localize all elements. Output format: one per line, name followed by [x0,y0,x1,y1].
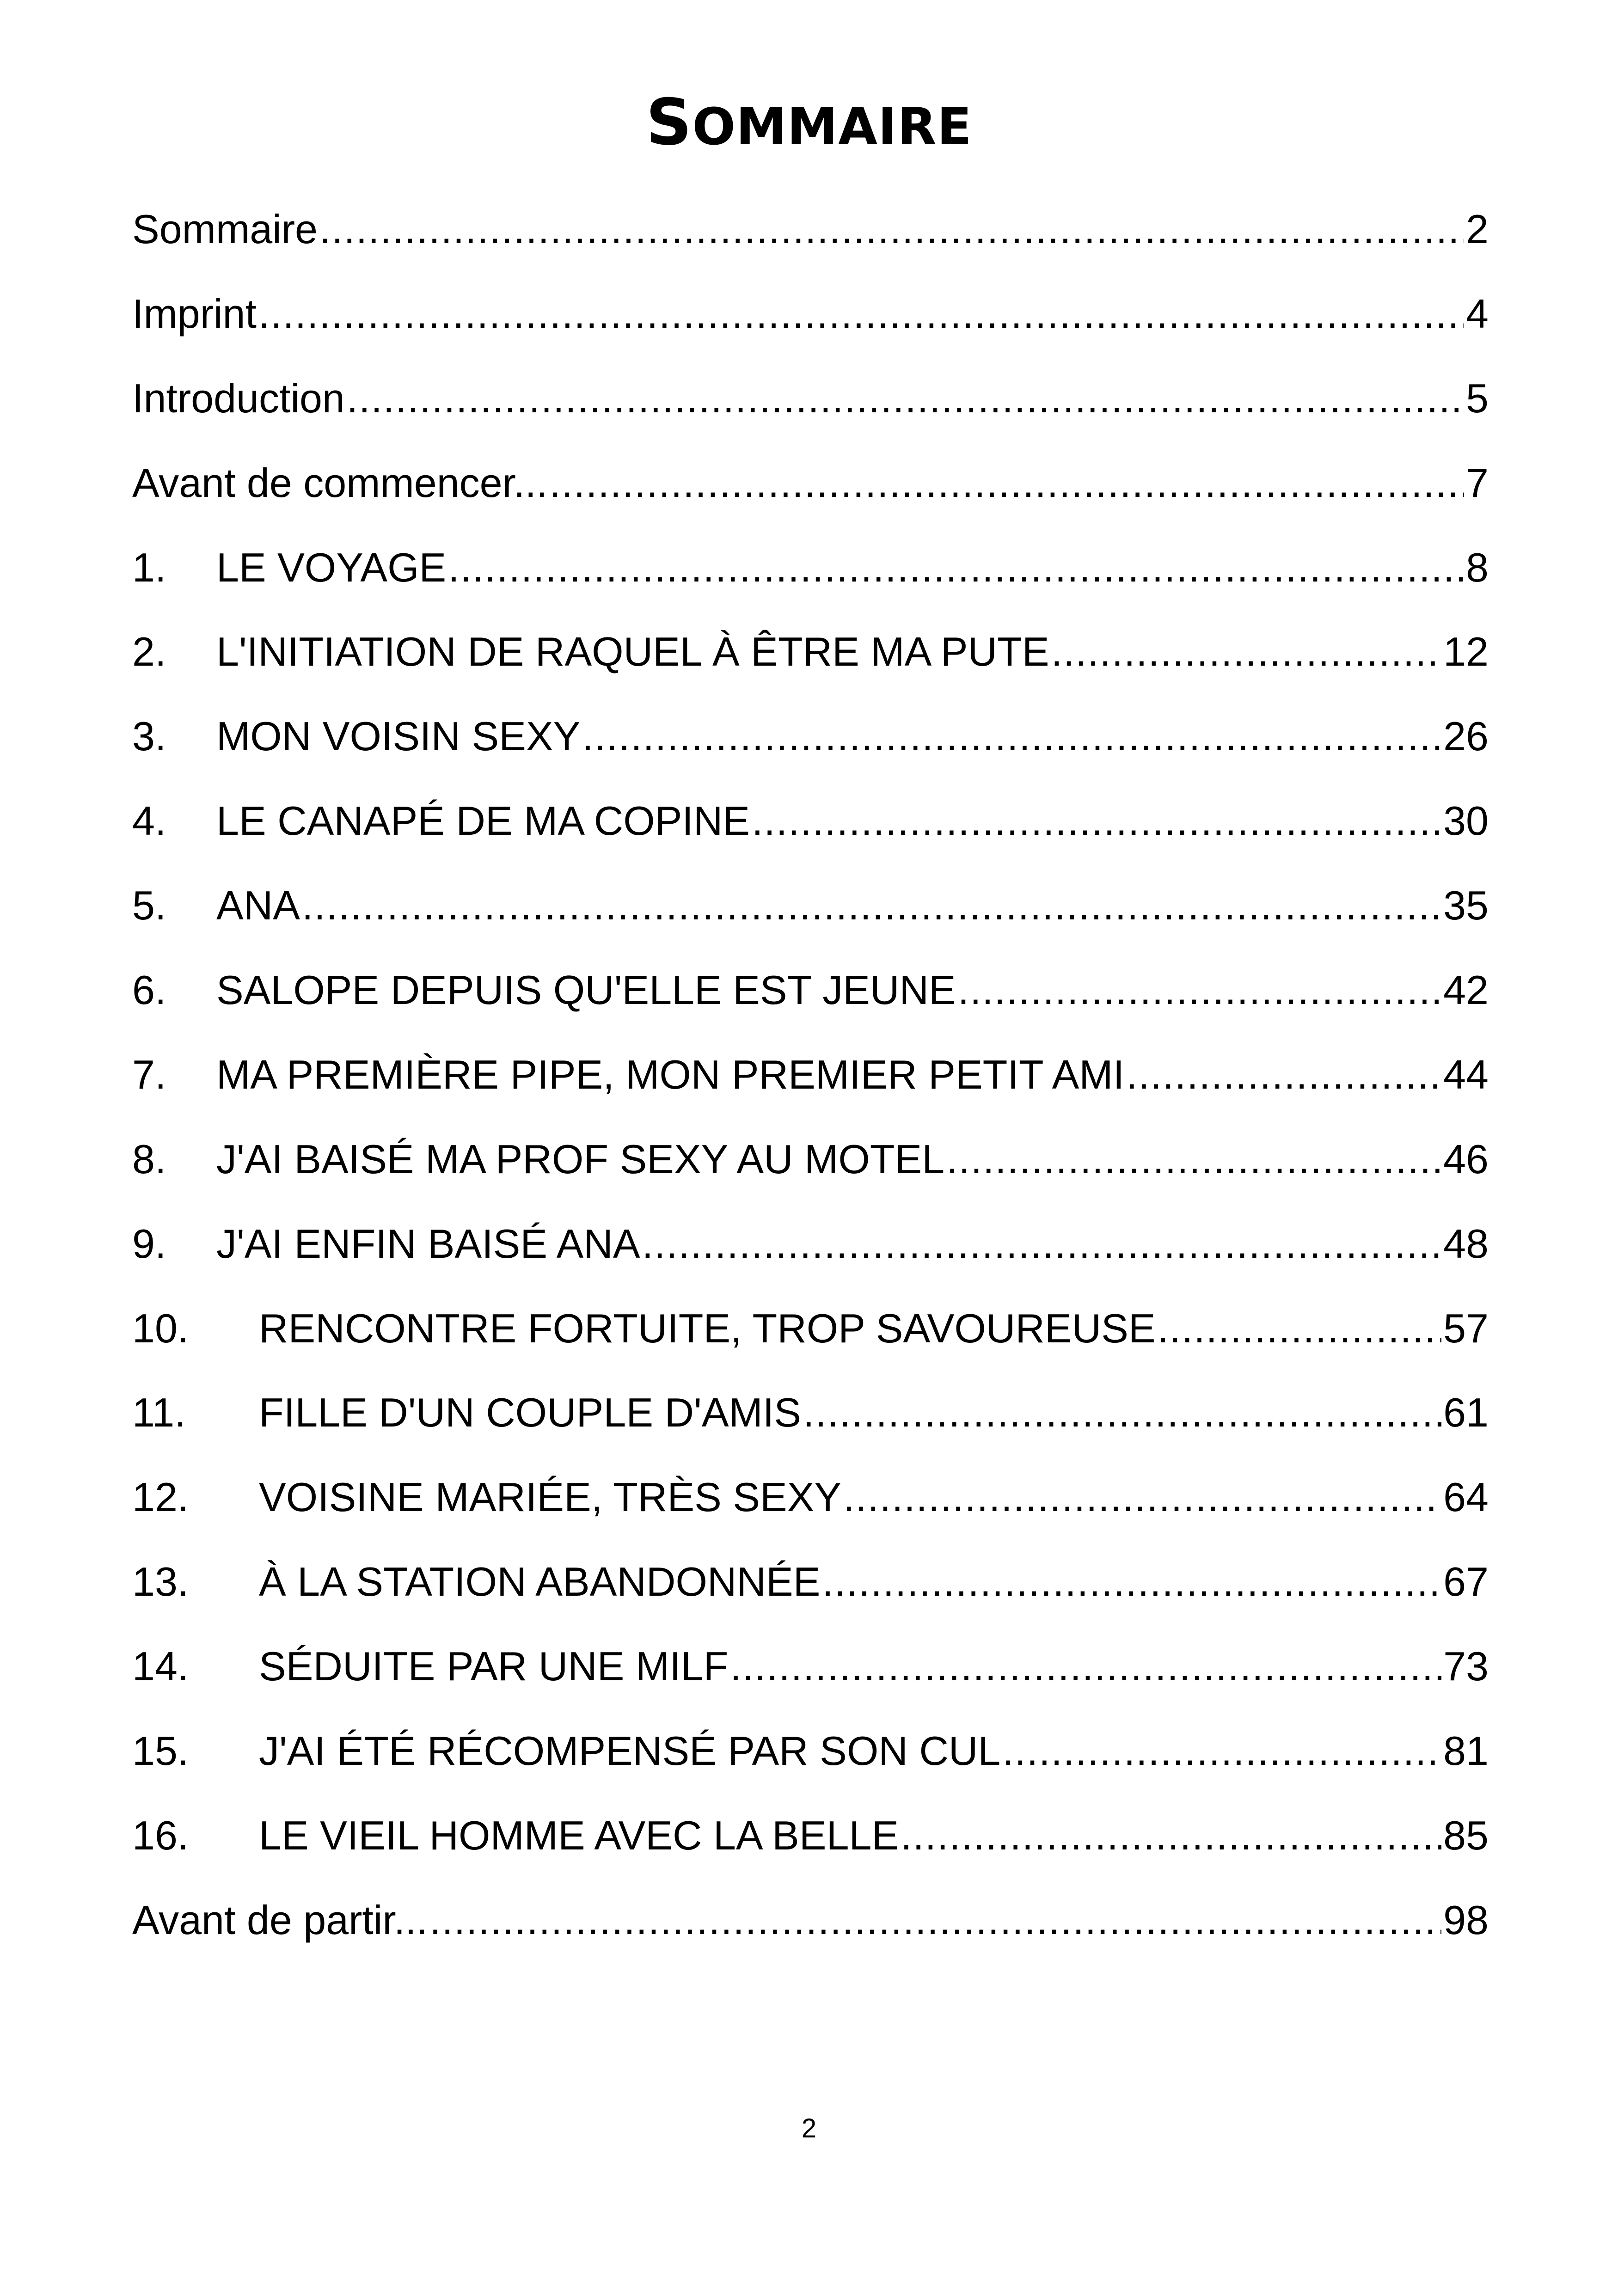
toc-entry-number: 2. [132,629,166,675]
toc-dot-leader [958,965,1441,1016]
toc-dot-leader [1126,1049,1441,1100]
toc-dot-leader [1051,626,1442,677]
toc-entry-number: 8. [132,1136,166,1182]
toc-entry-label: ANA [216,882,300,929]
toc-entry-sommaire[interactable] [132,204,1489,288]
toc-entry-chapter-8[interactable] [132,1134,1489,1218]
toc-entry-number: 5. [132,882,166,929]
toc-dot-leader [822,1556,1441,1607]
toc-entry-page: 44 [1443,1051,1489,1097]
toc-entry-page: 42 [1443,967,1489,1013]
toc-entry-number: 9. [132,1220,166,1267]
toc-entry-number: 6. [132,967,166,1013]
toc-entry-number: 11. [132,1390,186,1436]
toc-entry-chapter-4[interactable] [132,796,1489,880]
toc-entry-label: Sommaire [132,206,318,252]
toc-dot-leader [347,373,1464,424]
toc-entry-page: 48 [1443,1220,1489,1267]
toc-entry-label: LE CANAPÉ DE MA COPINE [216,798,750,844]
toc-entry-label: MA PREMIÈRE PIPE, MON PREMIER PETIT AMI [216,1051,1125,1097]
toc-entry-number: 13. [132,1559,189,1605]
page-title-rest: OMMAIRE [692,97,972,156]
toc-entry-number: 12. [132,1474,189,1520]
toc-entry-page: 35 [1443,882,1489,929]
toc-dot-leader [429,1895,1441,1946]
toc-entry-page: 57 [1443,1305,1489,1351]
toc-entry-avant-de-commencer[interactable] [132,458,1489,542]
toc-entry-number: 14. [132,1643,189,1690]
toc-entry-label: Avant de partir... [132,1897,428,1943]
toc-entry-label: LE VOYAGE [216,544,447,590]
toc-entry-chapter-6[interactable] [132,965,1489,1049]
toc-entry-chapter-9[interactable] [132,1218,1489,1303]
toc-entry-label: LE VIEIL HOMME AVEC LA BELLE [259,1812,899,1858]
toc-entry-chapter-12[interactable] [132,1472,1489,1556]
toc-entry-page: 5 [1466,375,1489,421]
toc-entry-label: À LA STATION ABANDONNÉE [259,1559,821,1605]
toc-entry-number: 16. [132,1812,189,1858]
toc-entry-number: 4. [132,798,166,844]
toc-entry-chapter-7[interactable] [132,1049,1489,1134]
toc-entry-page: 85 [1443,1812,1489,1858]
toc-entry-label: J'AI ÉTÉ RÉCOMPENSÉ PAR SON CUL [259,1728,1001,1774]
toc-entry-page: 26 [1443,713,1489,759]
toc-dot-leader [1002,1726,1441,1776]
toc-entry-page: 7 [1466,459,1489,506]
toc-dot-leader [730,1641,1441,1692]
table-of-contents [132,204,1489,1950]
toc-entry-number: 3. [132,713,166,759]
toc-dot-leader [752,796,1441,846]
toc-entry-chapter-14[interactable] [132,1641,1489,1726]
toc-dot-leader [946,1134,1441,1185]
toc-entry-page: 8 [1466,544,1489,590]
toc-entry-chapter-5[interactable] [132,880,1489,965]
toc-entry-label: VOISINE MARIÉE, TRÈS SEXY [259,1474,842,1520]
toc-dot-leader [319,204,1464,255]
toc-entry-page: 61 [1443,1390,1489,1436]
toc-entry-chapter-15[interactable] [132,1726,1489,1810]
toc-entry-label: RENCONTRE FORTUITE, TROP SAVOUREUSE [259,1305,1156,1351]
toc-entry-label: Introduction [132,375,345,421]
toc-entry-chapter-16[interactable] [132,1810,1489,1895]
toc-entry-page: 4 [1466,290,1489,337]
toc-entry-label: FILLE D'UN COUPLE D'AMIS [259,1390,801,1436]
toc-entry-page: 73 [1443,1643,1489,1690]
toc-entry-avant-de-partir[interactable] [132,1895,1489,1950]
toc-entry-chapter-3[interactable] [132,711,1489,796]
toc-entry-page: 46 [1443,1136,1489,1182]
toc-entry-introduction[interactable] [132,373,1489,458]
toc-entry-page: 98 [1443,1897,1489,1943]
toc-entry-page: 81 [1443,1728,1489,1774]
toc-dot-leader [448,542,1464,593]
toc-entry-label: L'INITIATION DE RAQUEL À ÊTRE MA PUTE [216,629,1049,675]
toc-entry-label: J'AI ENFIN BAISÉ ANA [216,1220,640,1267]
toc-entry-page: 67 [1443,1559,1489,1605]
toc-entry-page: 30 [1443,798,1489,844]
toc-entry-chapter-11[interactable] [132,1387,1489,1472]
toc-entry-chapter-2[interactable] [132,626,1489,711]
page-number: 2 [801,2113,817,2143]
toc-entry-label: MON VOISIN SEXY [216,713,581,759]
toc-dot-leader [642,1218,1442,1269]
toc-dot-leader [549,458,1464,508]
toc-entry-page: 2 [1466,206,1489,252]
page-title-initial: S [646,85,693,159]
toc-entry-number: 10. [132,1305,189,1351]
toc-entry-label: SÉDUITE PAR UNE MILF [259,1643,729,1690]
toc-entry-label: Avant de commencer... [132,459,548,506]
toc-dot-leader [803,1387,1441,1438]
toc-dot-leader [302,880,1441,931]
page-title [0,85,1618,161]
toc-entry-chapter-1[interactable] [132,542,1489,627]
toc-dot-leader [843,1472,1441,1523]
toc-dot-leader [901,1810,1441,1861]
toc-dot-leader [582,711,1441,762]
toc-entry-label: SALOPE DEPUIS QU'ELLE EST JEUNE [216,967,956,1013]
toc-entry-label: J'AI BAISÉ MA PROF SEXY AU MOTEL [216,1136,945,1182]
toc-entry-page: 64 [1443,1474,1489,1520]
toc-entry-number: 1. [132,544,166,590]
toc-entry-chapter-13[interactable] [132,1556,1489,1641]
toc-entry-imprint[interactable] [132,288,1489,373]
toc-entry-chapter-10[interactable] [132,1303,1489,1388]
toc-entry-number: 15. [132,1728,189,1774]
toc-dot-leader [1158,1303,1442,1354]
toc-entry-label: Imprint [132,290,257,337]
toc-entry-number: 7. [132,1051,166,1097]
toc-entry-page: 12 [1443,629,1489,675]
toc-dot-leader [258,288,1464,339]
